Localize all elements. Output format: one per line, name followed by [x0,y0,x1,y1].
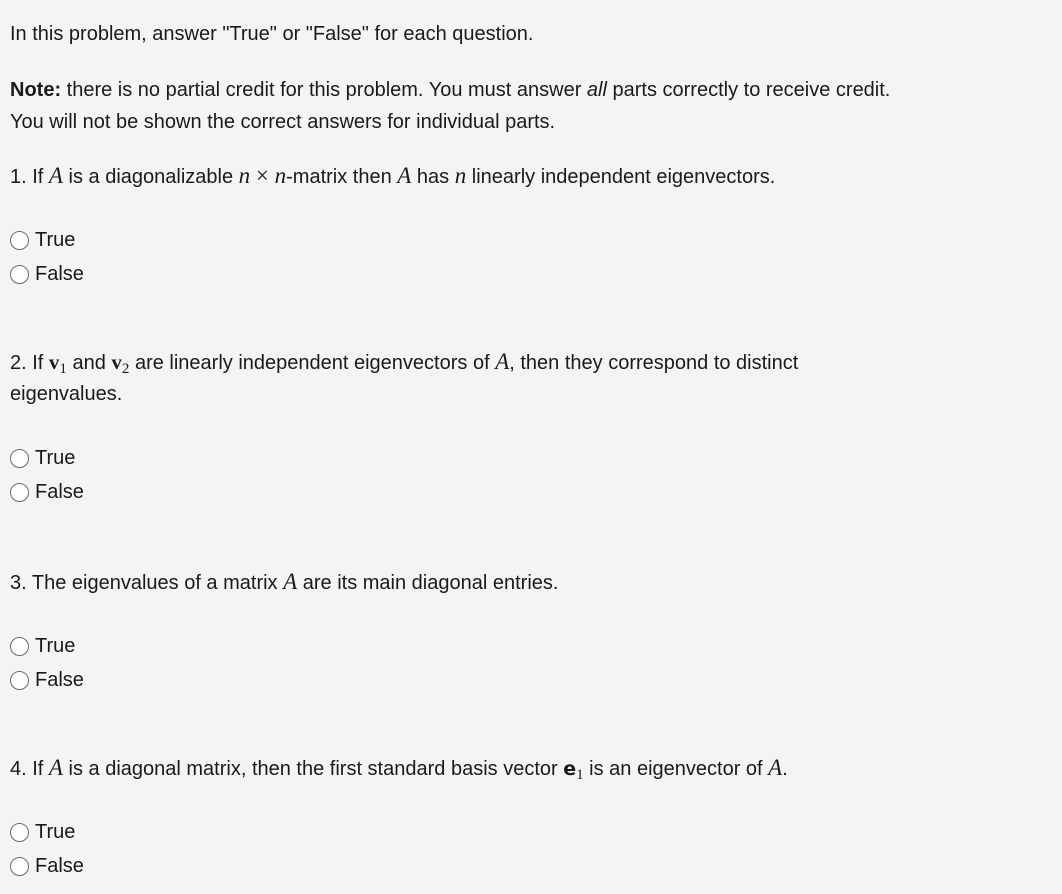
radio-button[interactable] [10,483,29,502]
radio-button[interactable] [10,449,29,468]
q4-option-false[interactable]: False [10,852,84,880]
radio-button[interactable] [10,823,29,842]
q2-option-false[interactable]: False [10,478,84,506]
q4-option-true[interactable]: True [10,818,75,846]
q3-option-false[interactable]: False [10,666,84,694]
radio-button[interactable] [10,265,29,284]
q2-option-true[interactable]: True [10,444,75,472]
question-1-text: 1. If A is a diagonalizable n × n-matrix then A has n linearly independent eigenvectors. [10,163,776,188]
q1-option-true[interactable]: True [10,226,75,254]
intro-text: In this problem, answer "True" or "False" for each question. [10,23,534,45]
radio-button[interactable] [10,857,29,876]
radio-button[interactable] [10,671,29,690]
note-line-2: You will not be shown the correct answers for individual parts. [10,111,556,133]
question-2-text-line-2: eigenvalues. [10,383,123,405]
question-3-text: 3. The eigenvalues of a matrix A are its main diagonal entries. [10,569,559,594]
q1-option-false[interactable]: False [10,260,84,288]
note-line-1: Note: there is no partial credit for this problem. You must answer all parts correctly to receive credit. [10,79,891,101]
q3-option-true[interactable]: True [10,632,75,660]
radio-button[interactable] [10,637,29,656]
radio-button[interactable] [10,231,29,250]
note-label: Note: [10,79,62,101]
note-emphasis: all [586,79,607,101]
question-2-text: 2. If $v_1$ and $v_2$ are linearly independent eigenvectors of A, then they correspond to distinct [10,349,799,377]
question-4-text: 4. If A is a diagonal matrix, then the first standard basis vector $e_1$ is an eigenvector of A. [10,755,788,783]
